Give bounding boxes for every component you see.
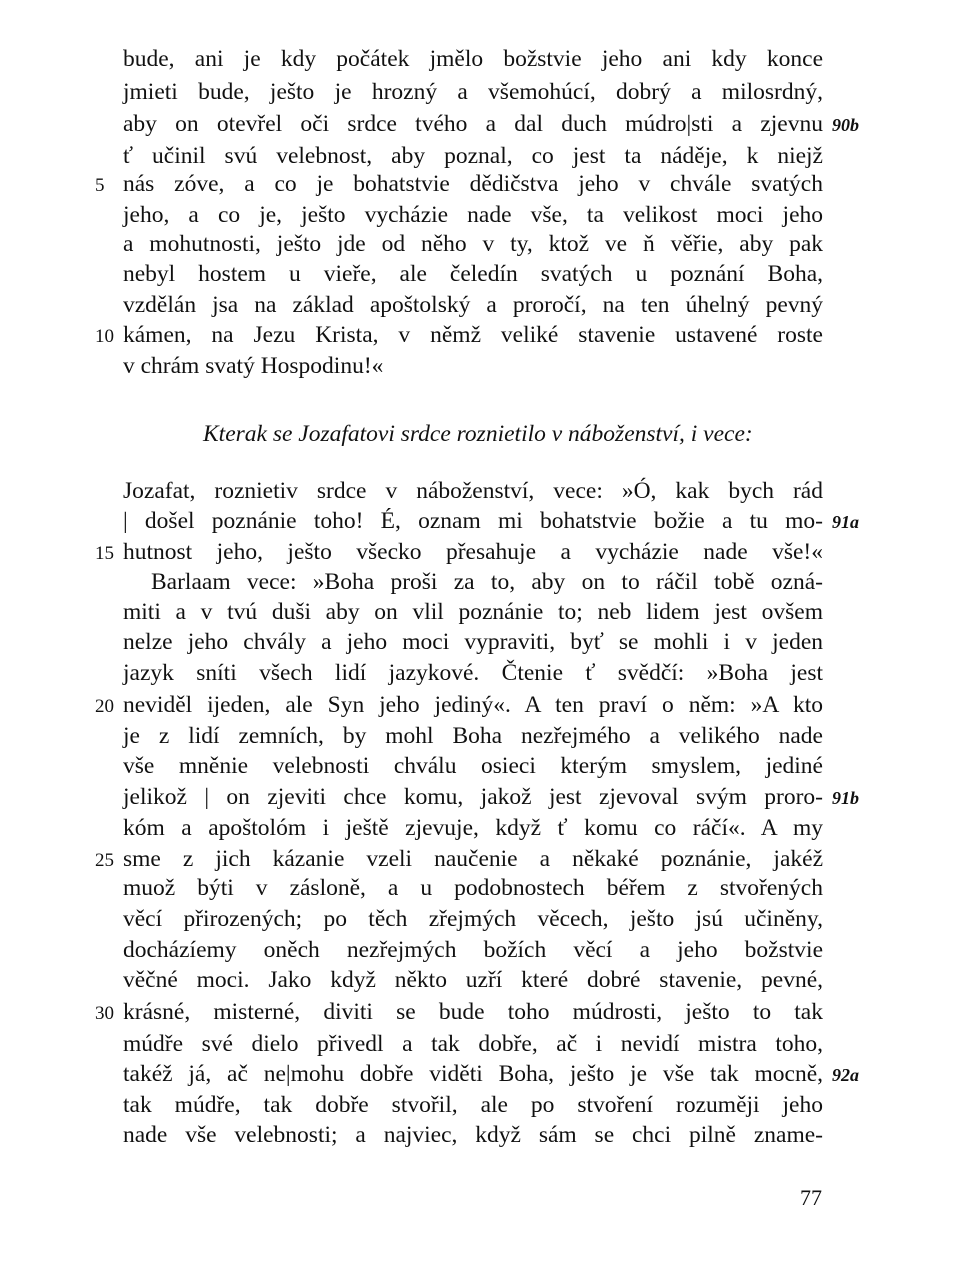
text-line: nelze jeho chvály a jeho moci vypraviti, byť se mohli i v jeden <box>123 629 823 655</box>
text-line: sme z jich kázanie vzeli naučenie a někaké poznánie, jakéž <box>123 846 823 872</box>
text-line: docházíemy oněch nezřejmých božích věcí a jeho božstvie <box>123 937 823 963</box>
text-line: hutnost jeho, ješto všecko přesahuje a vycházie nade vše!« <box>123 539 823 565</box>
margin-note: 90b <box>832 115 859 135</box>
text-line: Jozafat, roznietiv srdce v náboženství, vece: »Ó, kak bych rád <box>123 478 823 504</box>
line-number: 5 <box>95 175 105 196</box>
text-line: a mohutnosti, ješto jde od něho v ty, ktož ve ň věřie, aby pak <box>123 231 823 257</box>
text-line: aby on otevřel oči srdce tvého a dal duch múdro|sti a zjevnu <box>123 111 823 137</box>
text-line: | došel poznánie toho! É, oznam mi bohatstvie božie a tu mo- <box>123 508 823 534</box>
line-number: 30 <box>95 1003 114 1024</box>
text-line: bude, ani je kdy počátek jmělo božstvie jeho ani kdy konce <box>123 46 823 72</box>
text-line: věčné moci. Jako když někto uzří které dobré stavenie, pevné, <box>123 967 823 993</box>
line-number: 20 <box>95 696 114 717</box>
text-line: ť učinil svú velebnost, aby poznal, co jest ta náděje, k niejž <box>123 143 823 169</box>
text-line: je z lidí zemních, by mohl Boha nezřejmého a velikého nade <box>123 723 823 749</box>
text-line: muož býti v záslоně, a u podobnostech béřem z stvořených <box>123 875 823 901</box>
line-number: 15 <box>95 543 114 564</box>
text-line: jazyk sníti všech lidí jazykové. Čtenie ť svědčí: »Boha jest <box>123 660 823 686</box>
text-line: jeho, a co je, ješto vycházie nade vše, ta velikost moci jeho <box>123 202 823 228</box>
line-number: 25 <box>95 850 114 871</box>
text-line: vše mněnie velebnosti chválu osieci kterým smyslem, jediné <box>123 753 823 779</box>
text-line: miti a v tvú duši aby on vlil poznánie to; neb lidem jest ovšem <box>123 599 823 625</box>
text-line: Barlaam vece: »Boha proši za to, aby on to ráčil tobě ozná- <box>151 569 823 595</box>
text-line: vzdělán jsa na základ apoštolský a proročí, na ten úhelný pevný <box>123 292 823 318</box>
text-line: tak múdře, tak dobře stvořil, ale po stvoření rozuměji jeho <box>123 1092 823 1118</box>
margin-note: 91a <box>832 512 859 532</box>
text-line: nás zóve, a co je bohatstvie dědičstva jeho v chvále svatých <box>123 171 823 197</box>
text-line: kámen, na Jezu Krista, v němž veliké stavenie ustavené roste <box>123 322 823 348</box>
text-line: jelikož | on zjeviti chce komu, jakož jest zjevoval svým proro- <box>123 784 823 810</box>
margin-note: 91b <box>832 788 859 808</box>
text-line: krásné, misterné, diviti se bude toho múdrosti, ješto to tak <box>123 999 823 1025</box>
text-line: múdře své dielo přivedl a tak dobře, ač i nevidí mistra toho, <box>123 1031 823 1057</box>
text-line: kóm a apoštolóm i ještě zjevuje, když ť komu co ráčí«. A my <box>123 815 823 841</box>
text-line: neviděl ijeden, ale Syn jeho jediný«. A ten praví o něm: »A kto <box>123 692 823 718</box>
line-number: 10 <box>95 326 114 347</box>
section-heading: Kterak se Jozafatovi srdce roznietilo v náboženství, i vece: <box>203 421 753 447</box>
text-line: jmieti bude, ješto je hrozný a všemohúcí, dobrý a milosrdný, <box>123 79 823 105</box>
text-line: nade vše velebnosti; a najviec, když sám se chci pilně zname- <box>123 1122 823 1148</box>
page-number: 77 <box>800 1185 822 1210</box>
text-line: takéž já, ač ne|mohu dobře viděti Boha, ješto je vše tak mocně, <box>123 1061 823 1087</box>
text-line: v chrám svatý Hospodinu!« <box>123 353 384 379</box>
text-line: věcí přirozených; po těch zřejmých věcech, ješto jsú učiněny, <box>123 906 823 932</box>
margin-note: 92a <box>832 1065 859 1085</box>
text-line: nebyl hostem u vieře, ale čeledín svatých u poznání Boha, <box>123 261 823 287</box>
